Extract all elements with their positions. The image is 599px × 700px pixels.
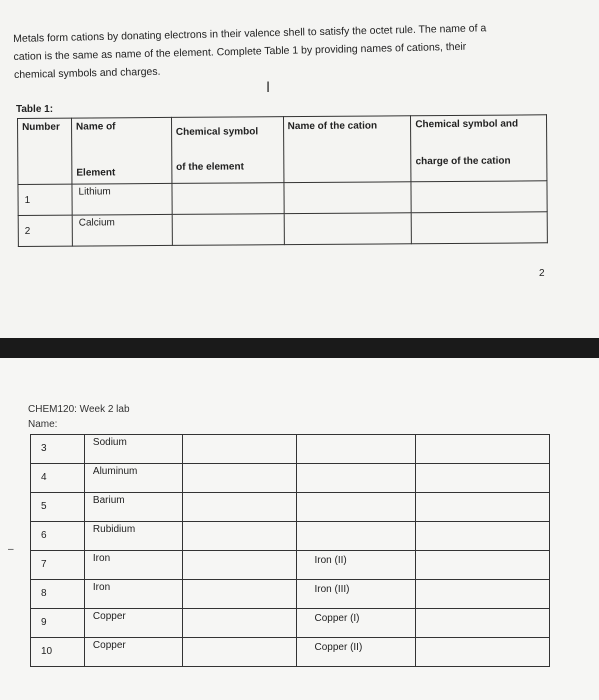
table-row: [31, 609, 550, 638]
row-cation-cell[interactable]: [296, 435, 416, 464]
row-charge-cell[interactable]: [416, 493, 550, 522]
worksheet-page-1: [0, 0, 599, 338]
page-number: 2: [539, 268, 545, 279]
instructions-line-3: chemical symbols and charges.: [13, 65, 161, 81]
margin-dash-mark: –: [8, 544, 14, 555]
row-charge-cell[interactable]: [416, 580, 550, 609]
table-row: [18, 181, 547, 216]
row-element: Aluminum: [84, 464, 182, 493]
course-title: CHEM120: Week 2 lab: [28, 404, 130, 415]
text-cursor-icon: I: [266, 80, 271, 96]
row-number: 1: [18, 184, 72, 215]
header-cation-charge: Chemical symbol and charge of the cation: [411, 115, 547, 182]
row-charge-cell[interactable]: [411, 212, 547, 244]
table-row: [18, 212, 547, 247]
row-symbol-cell[interactable]: [172, 183, 284, 215]
row-element: Copper: [84, 638, 182, 667]
header-number: Number: [18, 118, 72, 184]
row-cation-cell[interactable]: Iron (II): [296, 551, 416, 580]
row-number: 9: [31, 609, 85, 638]
instructions-paragraph: [13, 18, 554, 84]
course-header: [28, 402, 130, 432]
row-cation-cell[interactable]: Copper (II): [296, 638, 416, 667]
table-row: [31, 551, 550, 580]
row-charge-cell[interactable]: [416, 435, 550, 464]
name-label: Name:: [28, 419, 58, 430]
table-row: [31, 493, 550, 522]
row-cation-cell[interactable]: [296, 464, 416, 493]
row-symbol-cell[interactable]: [182, 638, 296, 667]
cation-table-part-2: [30, 434, 550, 667]
row-cation-cell[interactable]: [284, 213, 412, 245]
row-cation-cell[interactable]: [296, 522, 416, 551]
table-row: [31, 522, 550, 551]
row-charge-cell[interactable]: [416, 551, 550, 580]
row-number: 5: [31, 493, 85, 522]
row-charge-cell[interactable]: [416, 638, 550, 667]
row-number: 4: [31, 464, 85, 493]
row-element: Sodium: [84, 435, 182, 464]
table-row: [31, 580, 550, 609]
row-element: Iron: [84, 551, 182, 580]
row-element: Lithium: [72, 183, 172, 215]
header-element-name: Name of Element: [71, 117, 171, 184]
row-symbol-cell[interactable]: [182, 522, 296, 551]
instructions-line-2: cation is the same as name of the element. Complete Table 1 by providing names of cations, their: [13, 40, 467, 63]
header-element-symbol: Chemical symbol of the element: [171, 117, 283, 184]
worksheet-page-2: [0, 358, 599, 700]
row-element: Rubidium: [84, 522, 182, 551]
row-element: Calcium: [72, 214, 172, 246]
row-symbol-cell[interactable]: [182, 493, 296, 522]
table-row: [31, 435, 550, 464]
row-number: 2: [18, 215, 72, 246]
row-cation-cell[interactable]: Iron (III): [296, 580, 416, 609]
page-divider: [0, 338, 599, 358]
row-cation-cell[interactable]: [296, 493, 416, 522]
row-number: 3: [31, 435, 85, 464]
row-element: Iron: [84, 580, 182, 609]
row-symbol-cell[interactable]: [182, 580, 296, 609]
table-row: [31, 638, 550, 667]
header-cation-name: Name of the cation: [283, 116, 411, 183]
row-number: 10: [31, 638, 85, 667]
row-symbol-cell[interactable]: [182, 551, 296, 580]
row-element: Barium: [84, 493, 182, 522]
row-number: 7: [31, 551, 85, 580]
instructions-line-1: Metals form cations by donating electrons in their valence shell to satisfy the octet rule. The name of a: [13, 22, 487, 45]
row-cation-cell[interactable]: Copper (I): [296, 609, 416, 638]
row-symbol-cell[interactable]: [172, 214, 284, 246]
row-symbol-cell[interactable]: [182, 609, 296, 638]
row-cation-cell[interactable]: [284, 182, 412, 214]
table-row: [31, 464, 550, 493]
row-charge-cell[interactable]: [416, 609, 550, 638]
row-number: 6: [31, 522, 85, 551]
row-number: 8: [31, 580, 85, 609]
table-header-row: [18, 115, 547, 185]
row-charge-cell[interactable]: [411, 181, 547, 213]
row-charge-cell[interactable]: [416, 522, 550, 551]
row-element: Copper: [84, 609, 182, 638]
row-symbol-cell[interactable]: [182, 464, 296, 493]
row-symbol-cell[interactable]: [182, 435, 296, 464]
cation-table-part-1: [17, 114, 548, 247]
table-caption: Table 1:: [16, 104, 54, 115]
row-charge-cell[interactable]: [416, 464, 550, 493]
